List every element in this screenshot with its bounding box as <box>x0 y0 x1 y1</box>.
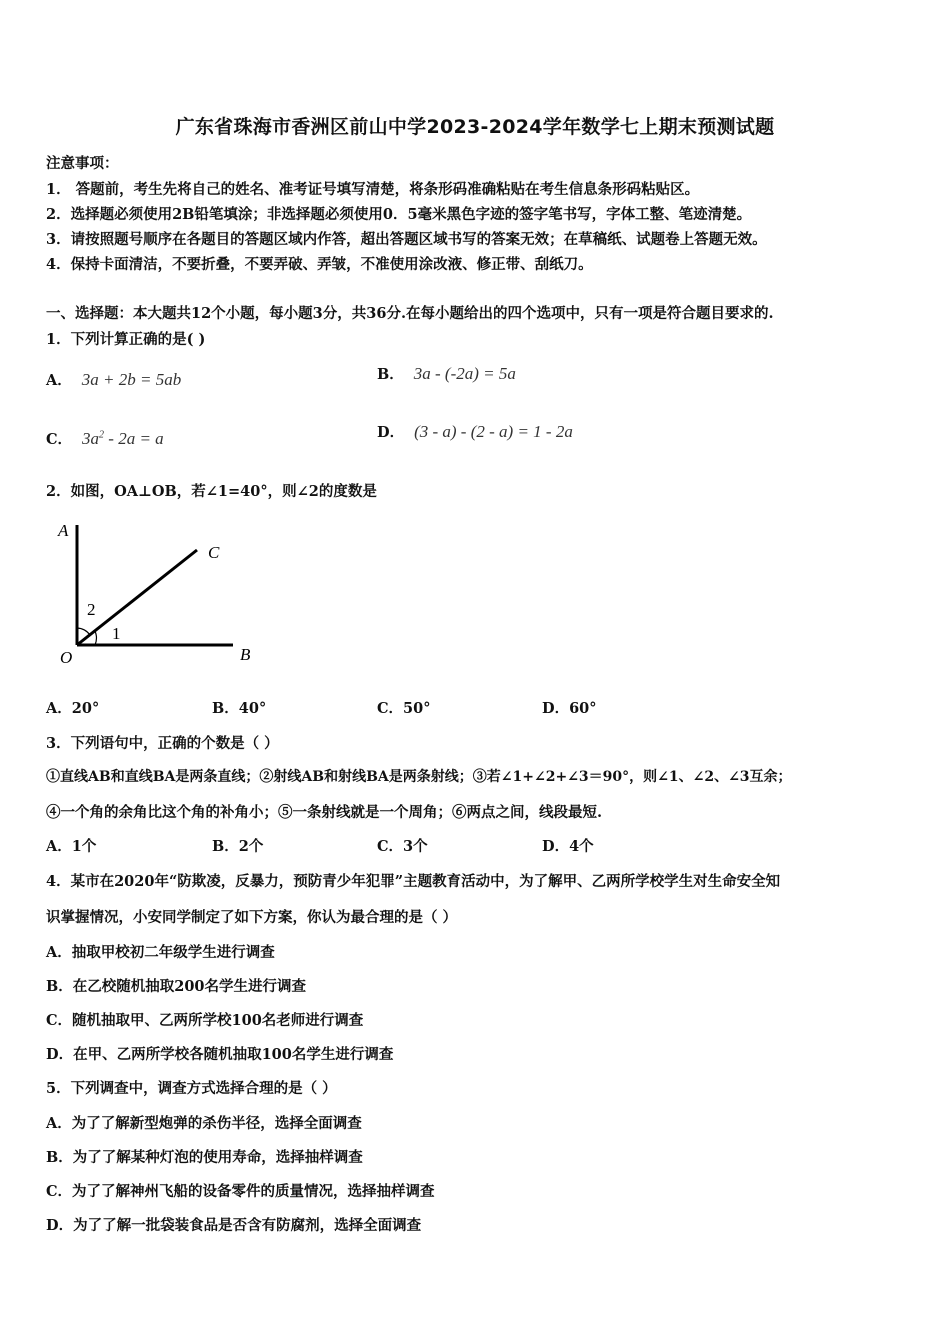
option-label: B． <box>377 366 404 383</box>
question-4-stem: 识掌握情况，小安同学制定了如下方案，你认为最合理的是（ ） <box>46 909 458 926</box>
q5-option-d: D．为了了解一批袋装食品是否含有防腐剂，选择全面调查 <box>46 1217 422 1234</box>
q1-option-b <box>377 363 516 384</box>
notice-item: 3．请按照题号顺序在各题目的答题区域内作答，超出答题区域书写的答案无效；在草稿纸、试题卷上答题无效。 <box>46 231 767 248</box>
notice-item: 1． 答题前，考生先将自己的姓名、准考证号填写清楚，将条形码准确粘贴在考生信息条形码粘贴区。 <box>46 181 700 198</box>
question-3-statements: ①直线AB和直线BA是两条直线；②射线AB和射线BA是两条射线；③若∠1+∠2+∠3＝90°，则∠1、∠2、∠3互余； <box>46 769 792 785</box>
notice-item: 4．保持卡面清洁，不要折叠，不要弄破、弄皱，不准使用涂改液、修正带、刮纸刀。 <box>46 256 593 273</box>
question-1-stem: 1．下列计算正确的是( ) <box>46 331 206 348</box>
q4-option-c: C．随机抽取甲、乙两所学校100名老师进行调查 <box>46 1012 364 1029</box>
option-expression: $3a^2 - 2a = a$ <box>82 429 164 448</box>
label-o: O <box>60 648 73 667</box>
ray-oc <box>77 550 197 645</box>
option-expression: 3a - (-2a) = 5a <box>413 364 516 383</box>
q5-option-b: B．为了了解某种灯泡的使用寿命，选择抽样调查 <box>46 1149 363 1166</box>
q1-option-d <box>377 421 573 442</box>
label-a: A <box>58 521 69 540</box>
q3-option-c: C．3个 <box>377 838 428 855</box>
q2-option-c: C．50° <box>377 700 431 717</box>
q5-option-a: A．为了了解新型炮弹的杀伤半径，选择全面调查 <box>46 1115 362 1132</box>
q4-option-a: A．抽取甲校初二年级学生进行调查 <box>46 944 275 961</box>
q2-option-a: A．20° <box>46 700 100 717</box>
section-heading: 一、选择题：本大题共12个小题，每小题3分，共36分.在每小题给出的四个选项中，只有一项是符合题目要求的. <box>46 305 774 322</box>
question-3-stem: 3．下列语句中，正确的个数是（ ） <box>46 735 279 752</box>
notice-heading: 注意事项： <box>46 155 119 172</box>
q4-option-d: D．在甲、乙两所学校各随机抽取100名学生进行调查 <box>46 1046 394 1063</box>
q3-option-d: D．4个 <box>542 838 594 855</box>
q1-option-a <box>46 369 181 390</box>
option-label: C． <box>46 431 73 448</box>
q3-option-b: B．2个 <box>212 838 264 855</box>
label-angle-2: 2 <box>87 600 96 619</box>
label-c: C <box>208 543 220 562</box>
option-expression: (3 - a) - (2 - a) = 1 - 2a <box>414 422 573 441</box>
label-angle-1: 1 <box>112 624 121 643</box>
option-expression: 3a + 2b = 5ab <box>81 370 182 389</box>
question-2-stem: 2．如图，OA⊥OB，若∠1=40°，则∠2的度数是 <box>46 483 377 500</box>
q2-option-d: D．60° <box>542 700 597 717</box>
option-label: A． <box>46 372 72 389</box>
angle-2-arc <box>77 628 90 635</box>
page-title: 广东省珠海市香洲区前山中学2023-2024学年数学七上期末预测试题 <box>175 116 775 138</box>
angle-figure <box>50 515 270 670</box>
question-3-statements: ④一个角的余角比这个角的补角小；⑤一条射线就是一个周角；⑥两点之间，线段最短. <box>46 804 603 821</box>
q3-option-a: A．1个 <box>46 838 97 855</box>
q1-option-c <box>46 428 164 449</box>
angle-1-arc <box>95 631 96 645</box>
q4-option-b: B．在乙校随机抽取200名学生进行调查 <box>46 978 307 995</box>
q5-option-c: C．为了了解神州飞船的设备零件的质量情况，选择抽样调查 <box>46 1183 435 1200</box>
question-5-stem: 5．下列调查中，调查方式选择合理的是（ ） <box>46 1080 337 1097</box>
notice-item: 2．选择题必须使用2B铅笔填涂；非选择题必须使用0．5毫米黑色字迹的签字笔书写，字体工整、笔迹清楚。 <box>46 206 752 223</box>
option-label: D． <box>377 424 405 441</box>
question-4-stem: 4．某市在2020年“防欺凌，反暴力，预防青少年犯罪”主题教育活动中，为了解甲、乙两所学校学生对生命安全知 <box>46 873 781 890</box>
q2-option-b: B．40° <box>212 700 267 717</box>
label-b: B <box>240 645 251 664</box>
